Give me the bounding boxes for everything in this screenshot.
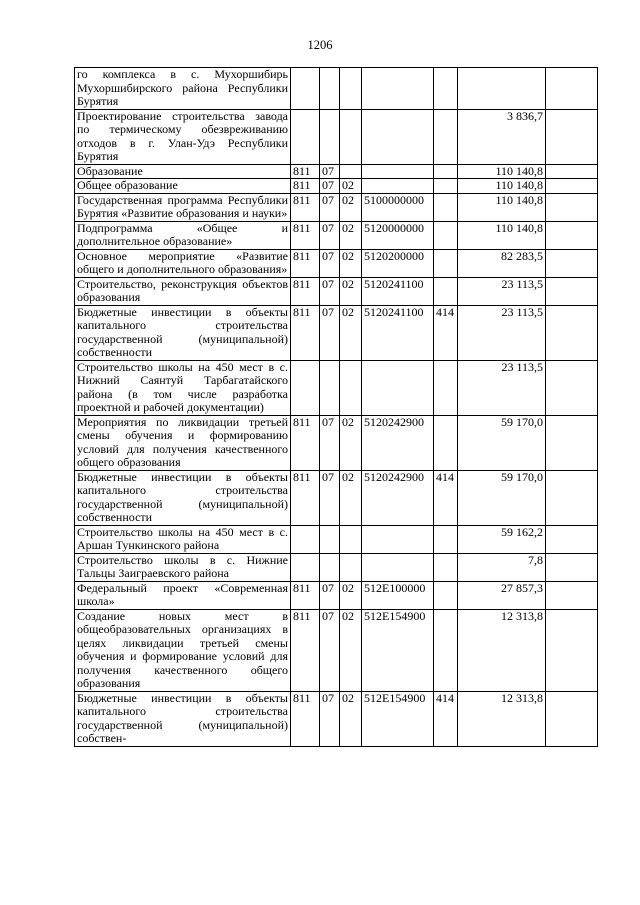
amount-cell: 59 170,0 [458, 470, 546, 525]
subsection-code-cell: 02 [340, 179, 362, 194]
item-name-cell: Бюджетные инвестиции в объекты капитального строительства государственной (муниципальной) собствен- [75, 691, 291, 746]
extra-amount-cell [546, 691, 598, 746]
table-row [75, 360, 598, 415]
target-article-cell: 5100000000 [362, 193, 434, 221]
section-code-cell: 07 [320, 609, 340, 691]
table-row [75, 305, 598, 360]
subsection-code-cell: 02 [340, 609, 362, 691]
extra-amount-cell [546, 360, 598, 415]
target-article-cell [362, 360, 434, 415]
item-name-cell: Подпрограмма «Общее и дополнительное образование» [75, 221, 291, 249]
ministry-code-cell: 811 [291, 305, 320, 360]
target-article-cell: 5120242900 [362, 415, 434, 470]
subsection-code-cell: 02 [340, 193, 362, 221]
extra-amount-cell [546, 109, 598, 164]
ministry-code-cell: 811 [291, 164, 320, 179]
ministry-code-cell: 811 [291, 221, 320, 249]
target-article-cell: 512E154900 [362, 691, 434, 746]
expense-type-cell [434, 164, 458, 179]
extra-amount-cell [546, 68, 598, 110]
expense-type-cell [434, 609, 458, 691]
section-code-cell [320, 109, 340, 164]
table-row [75, 609, 598, 691]
item-name-cell: Мероприятия по ликвидации третьей смены обучения и формированию условий для получения качественного общего образования [75, 415, 291, 470]
subsection-code-cell: 02 [340, 221, 362, 249]
expense-type-cell [434, 179, 458, 194]
extra-amount-cell [546, 581, 598, 609]
target-article-cell: 5120242900 [362, 470, 434, 525]
section-code-cell: 07 [320, 305, 340, 360]
table-row [75, 415, 598, 470]
target-article-cell [362, 553, 434, 581]
item-name-cell: Проектирование строительства завода по термическому обезвреживанию отходов в г. Улан-Удэ Республики Бурятия [75, 109, 291, 164]
amount-cell: 110 140,8 [458, 179, 546, 194]
amount-cell [458, 68, 546, 110]
target-article-cell [362, 525, 434, 553]
target-article-cell [362, 68, 434, 110]
table-row [75, 164, 598, 179]
table-row [75, 470, 598, 525]
ministry-code-cell: 811 [291, 179, 320, 194]
subsection-code-cell: 02 [340, 581, 362, 609]
amount-cell: 7,8 [458, 553, 546, 581]
amount-cell: 82 283,5 [458, 249, 546, 277]
ministry-code-cell [291, 68, 320, 110]
item-name-cell: Общее образование [75, 179, 291, 194]
item-name-cell: Бюджетные инвестиции в объекты капитального строительства государственной (муниципальной) собственности [75, 305, 291, 360]
section-code-cell [320, 553, 340, 581]
expense-type-cell: 414 [434, 305, 458, 360]
expense-type-cell [434, 581, 458, 609]
amount-cell: 12 313,8 [458, 691, 546, 746]
ministry-code-cell: 811 [291, 415, 320, 470]
table-row [75, 179, 598, 194]
section-code-cell: 07 [320, 179, 340, 194]
ministry-code-cell: 811 [291, 277, 320, 305]
ministry-code-cell: 811 [291, 691, 320, 746]
target-article-cell [362, 179, 434, 194]
target-article-cell: 512E154900 [362, 609, 434, 691]
target-article-cell: 5120241100 [362, 305, 434, 360]
ministry-code-cell [291, 360, 320, 415]
extra-amount-cell [546, 179, 598, 194]
budget-table [74, 67, 598, 747]
table-row [75, 249, 598, 277]
amount-cell: 12 313,8 [458, 609, 546, 691]
amount-cell: 110 140,8 [458, 164, 546, 179]
item-name-cell: го комплекса в с. Мухоршибирь Мухоршибирского района Республики Бурятия [75, 68, 291, 110]
expense-type-cell [434, 221, 458, 249]
expense-type-cell [434, 68, 458, 110]
expense-type-cell [434, 109, 458, 164]
page-number: 1206 [307, 38, 333, 52]
expense-type-cell [434, 553, 458, 581]
expense-type-cell [434, 415, 458, 470]
ministry-code-cell: 811 [291, 470, 320, 525]
amount-cell: 23 113,5 [458, 277, 546, 305]
expense-type-cell [434, 249, 458, 277]
extra-amount-cell [546, 277, 598, 305]
ministry-code-cell [291, 109, 320, 164]
target-article-cell: 5120000000 [362, 221, 434, 249]
table-row [75, 68, 598, 110]
table-row [75, 109, 598, 164]
subsection-code-cell [340, 553, 362, 581]
extra-amount-cell [546, 609, 598, 691]
ministry-code-cell [291, 525, 320, 553]
extra-amount-cell [546, 221, 598, 249]
table-row [75, 193, 598, 221]
amount-cell: 23 113,5 [458, 305, 546, 360]
amount-cell: 59 162,2 [458, 525, 546, 553]
section-code-cell: 07 [320, 164, 340, 179]
subsection-code-cell: 02 [340, 691, 362, 746]
ministry-code-cell: 811 [291, 581, 320, 609]
amount-cell: 110 140,8 [458, 193, 546, 221]
expense-type-cell [434, 525, 458, 553]
amount-cell: 27 857,3 [458, 581, 546, 609]
amount-cell: 23 113,5 [458, 360, 546, 415]
item-name-cell: Создание новых мест в общеобразовательных организациях в целях ликвидации третьей смены обучения и формирование условий для получения качественного общего образования [75, 609, 291, 691]
expense-type-cell [434, 193, 458, 221]
subsection-code-cell [340, 164, 362, 179]
expense-type-cell [434, 277, 458, 305]
item-name-cell: Бюджетные инвестиции в объекты капитального строительства государственной (муниципальной) собственности [75, 470, 291, 525]
section-code-cell [320, 68, 340, 110]
target-article-cell: 512E100000 [362, 581, 434, 609]
subsection-code-cell: 02 [340, 305, 362, 360]
budget-table-body [75, 68, 598, 747]
amount-cell: 110 140,8 [458, 221, 546, 249]
ministry-code-cell [291, 553, 320, 581]
extra-amount-cell [546, 164, 598, 179]
section-code-cell: 07 [320, 277, 340, 305]
subsection-code-cell [340, 109, 362, 164]
expense-type-cell: 414 [434, 470, 458, 525]
item-name-cell: Федеральный проект «Современная школа» [75, 581, 291, 609]
subsection-code-cell [340, 525, 362, 553]
table-row [75, 691, 598, 746]
item-name-cell: Строительство школы на 450 мест в с. Аршан Тункинского района [75, 525, 291, 553]
target-article-cell [362, 164, 434, 179]
section-code-cell: 07 [320, 221, 340, 249]
ministry-code-cell: 811 [291, 249, 320, 277]
subsection-code-cell: 02 [340, 277, 362, 305]
expense-type-cell [434, 360, 458, 415]
subsection-code-cell [340, 360, 362, 415]
extra-amount-cell [546, 415, 598, 470]
section-code-cell: 07 [320, 691, 340, 746]
subsection-code-cell [340, 68, 362, 110]
target-article-cell [362, 109, 434, 164]
subsection-code-cell: 02 [340, 415, 362, 470]
target-article-cell: 5120241100 [362, 277, 434, 305]
subsection-code-cell: 02 [340, 470, 362, 525]
section-code-cell: 07 [320, 249, 340, 277]
section-code-cell: 07 [320, 470, 340, 525]
ministry-code-cell: 811 [291, 193, 320, 221]
item-name-cell: Основное мероприятие «Развитие общего и дополнительного образования» [75, 249, 291, 277]
section-code-cell: 07 [320, 581, 340, 609]
item-name-cell: Строительство, реконструкция объектов образования [75, 277, 291, 305]
item-name-cell: Образование [75, 164, 291, 179]
table-row [75, 553, 598, 581]
item-name-cell: Строительство школы на 450 мест в с. Нижний Саянтуй Тарбагатайского района (в том числе разработка проектной и рабочей документации) [75, 360, 291, 415]
section-code-cell: 07 [320, 193, 340, 221]
extra-amount-cell [546, 305, 598, 360]
section-code-cell [320, 525, 340, 553]
section-code-cell: 07 [320, 415, 340, 470]
item-name-cell: Государственная программа Республики Бурятия «Развитие образования и науки» [75, 193, 291, 221]
subsection-code-cell: 02 [340, 249, 362, 277]
extra-amount-cell [546, 470, 598, 525]
target-article-cell: 5120200000 [362, 249, 434, 277]
table-row [75, 221, 598, 249]
ministry-code-cell: 811 [291, 609, 320, 691]
amount-cell: 3 836,7 [458, 109, 546, 164]
expense-type-cell: 414 [434, 691, 458, 746]
table-row [75, 525, 598, 553]
extra-amount-cell [546, 525, 598, 553]
table-row [75, 581, 598, 609]
extra-amount-cell [546, 249, 598, 277]
amount-cell: 59 170,0 [458, 415, 546, 470]
table-row [75, 277, 598, 305]
section-code-cell [320, 360, 340, 415]
item-name-cell: Строительство школы в с. Нижние Тальцы Заиграевского района [75, 553, 291, 581]
extra-amount-cell [546, 553, 598, 581]
extra-amount-cell [546, 193, 598, 221]
